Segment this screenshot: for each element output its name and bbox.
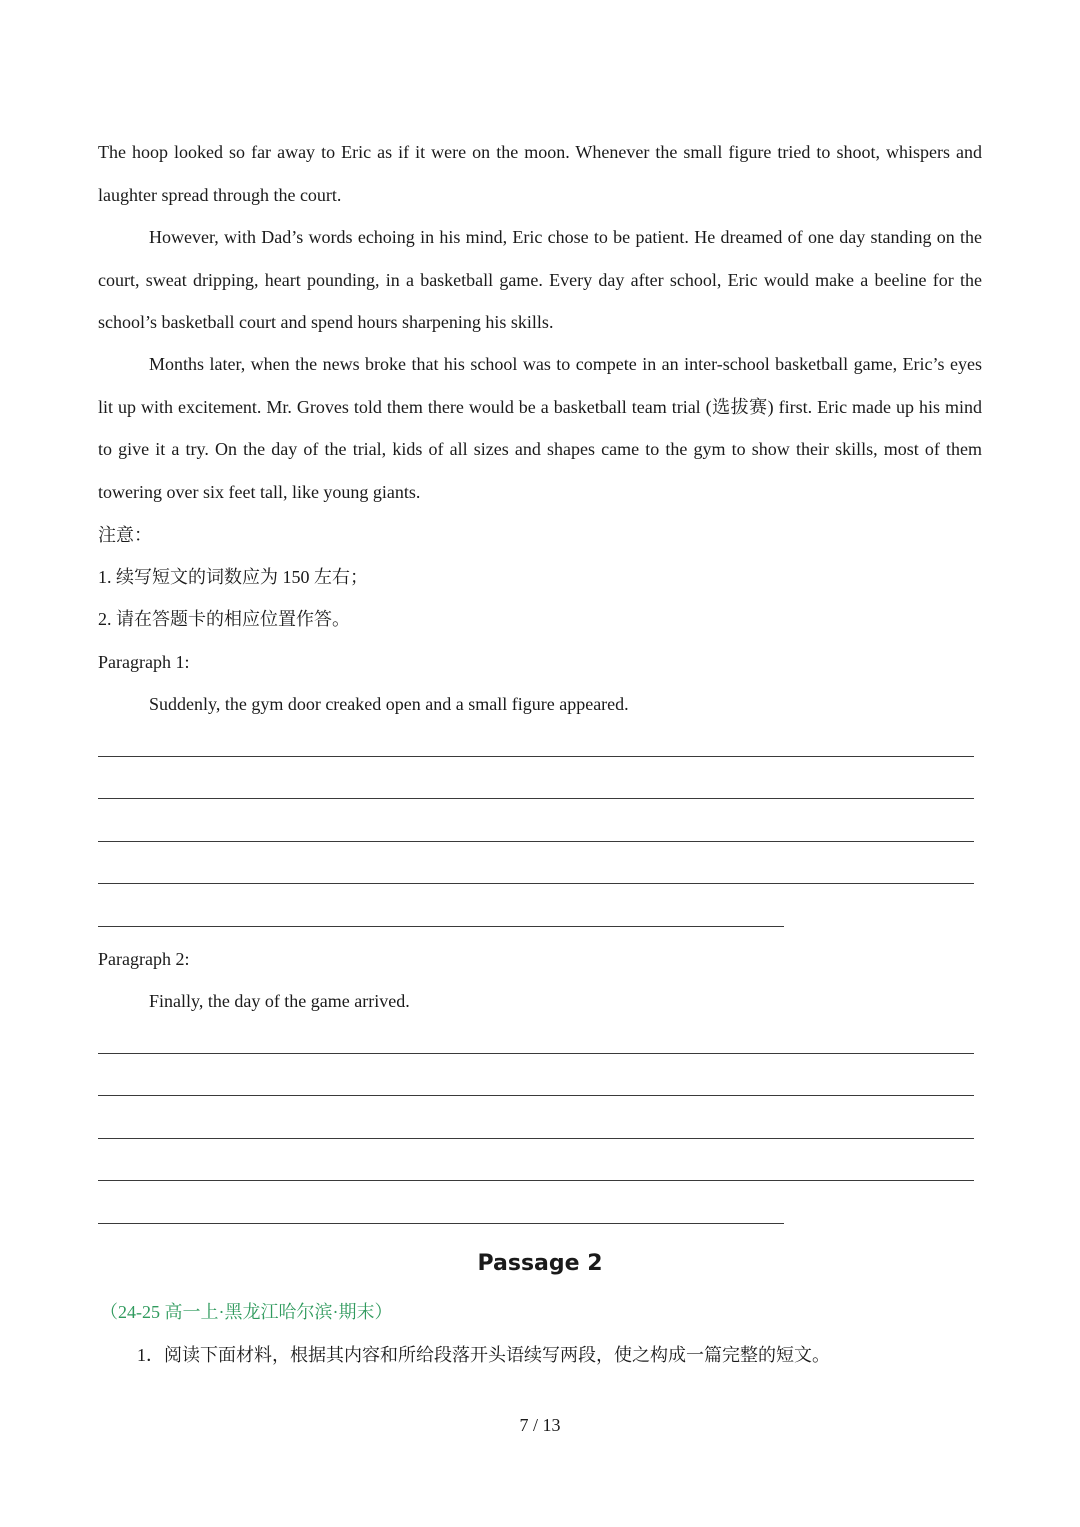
answer-line (98, 883, 974, 884)
notes-item-2: 2. 请在答题卡的相应位置作答。 (98, 609, 350, 629)
notes-item-1: 1. 续写短文的词数应为 150 左右； (98, 567, 368, 587)
question-instruction: 1．阅读下面材料，根据其内容和所给段落开头语续写两段，使之构成一篇完整的短文。 (137, 1345, 830, 1365)
answer-line (98, 1223, 784, 1224)
answer-line (98, 926, 784, 927)
paragraph-2-label: Paragraph 2: (98, 949, 190, 969)
paragraph-2-opener: Finally, the day of the game arrived. (149, 991, 410, 1011)
passage-2-heading: Passage 2 (477, 1251, 603, 1276)
answer-line (98, 798, 974, 799)
story-paragraph-1: The hoop looked so far away to Eric as if it were on the moon. Whenever the small figure tried to shoot, whispers and laughter spread through the court. (98, 142, 982, 205)
answer-line (98, 1095, 974, 1096)
story-paragraph-2: However, with Dad’s words echoing in his mind, Eric chose to be patient. He dreamed of one day standing on the court, sweat dripping, heart pounding, in a basketball game. Every day after school, Eric would make a beeline for the school’s basketball court and spend hours sharpening his skills. (98, 227, 982, 332)
notes-heading: 注意： (98, 525, 152, 545)
answer-line (98, 841, 974, 842)
exam-source: （24-25 高一上·黑龙江哈尔滨·期末） (100, 1302, 393, 1322)
paragraph-1-opener: Suddenly, the gym door creaked open and a small figure appeared. (149, 694, 629, 714)
page-number: 7 / 13 (519, 1415, 561, 1435)
answer-line (98, 756, 974, 757)
paragraph-1-label: Paragraph 1: (98, 652, 190, 672)
answer-line (98, 1138, 974, 1139)
answer-line (98, 1180, 974, 1181)
story-paragraph-3: Months later, when the news broke that his school was to compete in an inter-school basketball game, Eric’s eyes lit up with excitement. Mr. Groves told them there would be a basketball team trial (选拔赛) first. Eric made up his mind to give it a try. On the day of the trial, kids of all sizes and shapes came to the gym to show their skills, most of them towering over six feet tall, like young giants. (98, 354, 982, 502)
answer-line (98, 1053, 974, 1054)
